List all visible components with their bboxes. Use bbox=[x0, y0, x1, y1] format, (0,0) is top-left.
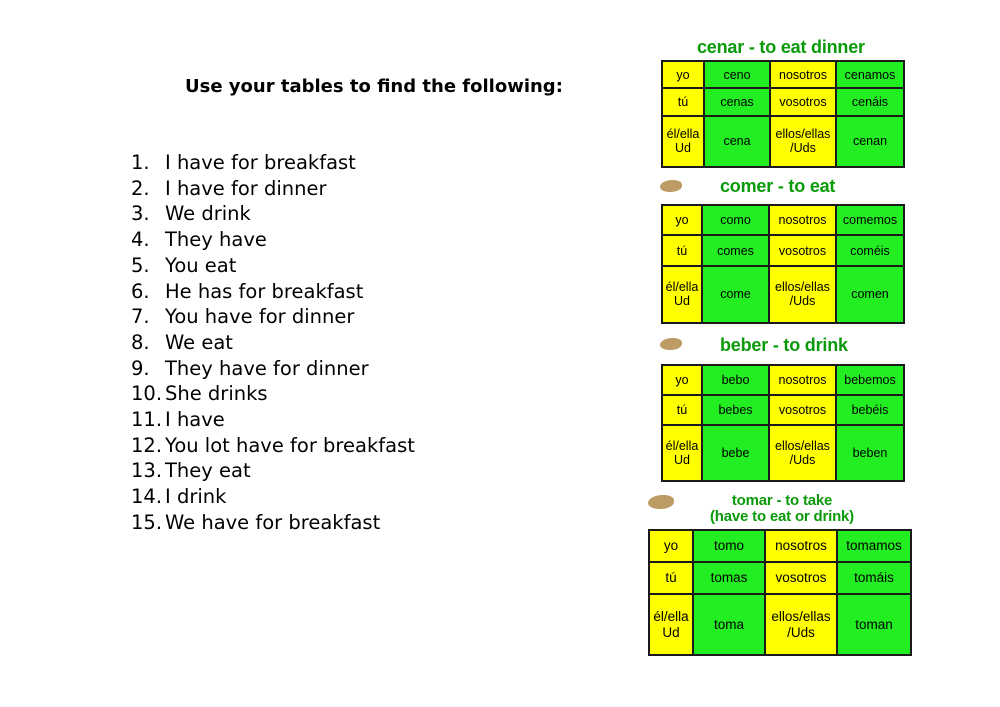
table-cell: toman bbox=[837, 594, 911, 655]
table-cell: comen bbox=[836, 266, 904, 323]
table-cell: cenas bbox=[704, 88, 770, 115]
table-cell: él/ella Ud bbox=[662, 266, 702, 323]
list-item bbox=[131, 176, 415, 202]
table-cell: yo bbox=[662, 365, 702, 395]
question-text: We drink bbox=[165, 202, 251, 226]
question-number: 5. bbox=[131, 253, 150, 277]
list-item bbox=[131, 304, 415, 330]
question-list bbox=[131, 150, 415, 536]
question-number: 9. bbox=[131, 356, 150, 380]
table-cell: tú bbox=[662, 88, 704, 115]
question-number: 14. bbox=[131, 485, 163, 509]
conjugation-table-tomar bbox=[648, 529, 912, 656]
question-text: I have bbox=[165, 408, 225, 432]
verb-title-beber: beber - to drink bbox=[720, 335, 848, 355]
question-number: 6. bbox=[131, 279, 150, 303]
table-cell: tomo bbox=[693, 530, 765, 562]
table-cell: él/ella Ud bbox=[662, 116, 704, 167]
list-item bbox=[131, 201, 415, 227]
verb-title-comer: comer - to eat bbox=[720, 176, 836, 196]
list-item bbox=[131, 150, 415, 176]
verb-title-tomar-main: tomar - to take bbox=[731, 492, 833, 509]
table-cell: bebéis bbox=[836, 395, 904, 425]
table-cell: nosotros bbox=[769, 205, 836, 235]
question-number: 12. bbox=[131, 433, 163, 457]
table-cell: comemos bbox=[836, 205, 904, 235]
question-text: We have for breakfast bbox=[165, 510, 381, 534]
table-cell: tú bbox=[662, 235, 702, 265]
table-cell: nosotros bbox=[770, 61, 836, 88]
list-item bbox=[131, 279, 415, 305]
question-text: They eat bbox=[165, 459, 251, 483]
question-text: You have for dinner bbox=[165, 305, 355, 329]
table-cell: vosotros bbox=[769, 235, 836, 265]
tortilla-icon bbox=[660, 180, 682, 192]
table-cell: coméis bbox=[836, 235, 904, 265]
conjugation-table-cenar bbox=[661, 60, 905, 168]
table-cell: vosotros bbox=[765, 562, 837, 594]
question-text: You lot have for breakfast bbox=[165, 433, 415, 457]
conjugation-table-beber bbox=[661, 364, 905, 482]
table-cell: comes bbox=[702, 235, 769, 265]
list-item bbox=[131, 510, 415, 536]
question-number: 10. bbox=[131, 382, 163, 406]
question-text: I drink bbox=[165, 485, 227, 509]
question-number: 4. bbox=[131, 228, 150, 252]
table-cell: tomamos bbox=[837, 530, 911, 562]
list-item bbox=[131, 356, 415, 382]
table-cell: tú bbox=[649, 562, 693, 594]
question-text: We eat bbox=[165, 330, 233, 354]
tortilla-icon bbox=[648, 495, 674, 509]
list-item bbox=[131, 407, 415, 433]
list-item bbox=[131, 484, 415, 510]
table-cell: ellos/ellas /Uds bbox=[769, 266, 836, 323]
question-text: You eat bbox=[165, 253, 237, 277]
table-cell: él/ella Ud bbox=[649, 594, 693, 655]
table-cell: ellos/ellas /Uds bbox=[765, 594, 837, 655]
table-cell: nosotros bbox=[769, 365, 836, 395]
table-cell: bebemos bbox=[836, 365, 904, 395]
list-item bbox=[131, 227, 415, 253]
question-text: They have for dinner bbox=[165, 356, 369, 380]
worksheet-heading: Use your tables to find the following: bbox=[185, 76, 563, 97]
question-number: 7. bbox=[131, 305, 150, 329]
table-cell: yo bbox=[662, 205, 702, 235]
question-number: 8. bbox=[131, 330, 150, 354]
list-item bbox=[131, 253, 415, 279]
list-item bbox=[131, 433, 415, 459]
table-cell: yo bbox=[662, 61, 704, 88]
question-text: He has for breakfast bbox=[165, 279, 364, 303]
table-cell: come bbox=[702, 266, 769, 323]
list-item bbox=[131, 458, 415, 484]
table-cell: bebo bbox=[702, 365, 769, 395]
table-cell: vosotros bbox=[770, 88, 836, 115]
question-number: 13. bbox=[131, 459, 163, 483]
question-number: 3. bbox=[131, 202, 150, 226]
table-cell: tú bbox=[662, 395, 702, 425]
verb-title-cenar: cenar - to eat dinner bbox=[697, 37, 865, 57]
question-number: 1. bbox=[131, 151, 150, 174]
table-cell: vosotros bbox=[769, 395, 836, 425]
table-cell: cena bbox=[704, 116, 770, 167]
question-text: I have for dinner bbox=[165, 176, 327, 200]
table-cell: toma bbox=[693, 594, 765, 655]
table-cell: nosotros bbox=[765, 530, 837, 562]
table-cell: como bbox=[702, 205, 769, 235]
table-cell: él/ella Ud bbox=[662, 425, 702, 481]
verb-title-tomar bbox=[676, 493, 888, 525]
table-cell: tomáis bbox=[837, 562, 911, 594]
question-text: They have bbox=[165, 228, 267, 252]
table-cell: beben bbox=[836, 425, 904, 481]
question-text: I have for breakfast bbox=[165, 151, 356, 174]
table-cell: ceno bbox=[704, 61, 770, 88]
tortilla-icon bbox=[660, 338, 682, 350]
table-cell: yo bbox=[649, 530, 693, 562]
question-number: 2. bbox=[131, 176, 150, 200]
table-cell: cenáis bbox=[836, 88, 904, 115]
table-cell: tomas bbox=[693, 562, 765, 594]
question-number: 15. bbox=[131, 510, 163, 534]
question-number: 11. bbox=[131, 408, 163, 432]
conjugation-table-comer bbox=[661, 204, 905, 324]
table-cell: bebe bbox=[702, 425, 769, 481]
table-cell: cenan bbox=[836, 116, 904, 167]
list-item bbox=[131, 381, 415, 407]
question-text: She drinks bbox=[165, 382, 268, 406]
list-item bbox=[131, 330, 415, 356]
table-cell: ellos/ellas /Uds bbox=[770, 116, 836, 167]
verb-title-tomar-subtitle: (have to eat or drink) bbox=[710, 508, 854, 525]
table-cell: cenamos bbox=[836, 61, 904, 88]
table-cell: bebes bbox=[702, 395, 769, 425]
table-cell: ellos/ellas /Uds bbox=[769, 425, 836, 481]
